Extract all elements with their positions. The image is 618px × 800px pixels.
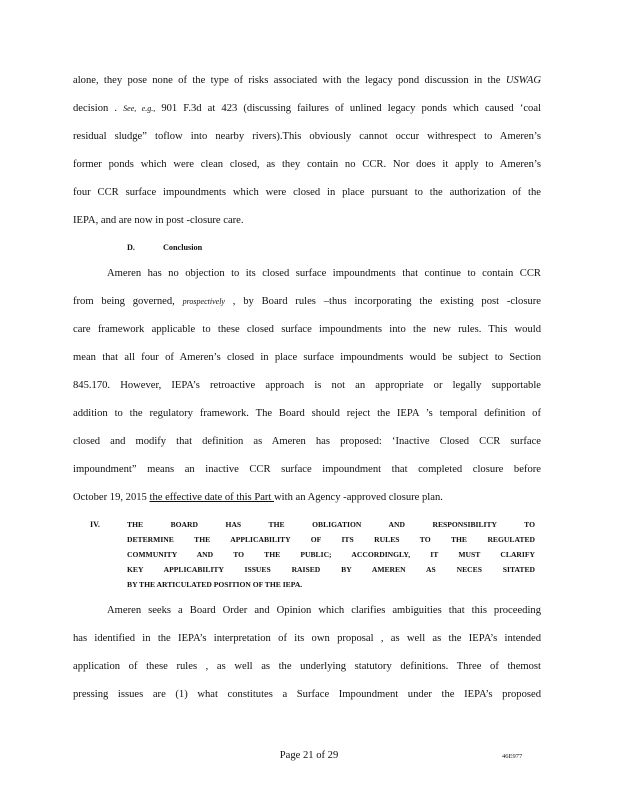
document-id: 46E977 xyxy=(502,753,523,760)
section-heading-line: THE BOARD HAS THE OBLIGATION AND RESPONSIBILITY TO xyxy=(127,520,535,529)
text-run: October 19, 2015 xyxy=(73,492,150,503)
text-run: from being governed, xyxy=(73,296,183,307)
body-line: four CCR surface impoundments which were closed in place pursuant to the authorization of the xyxy=(73,187,541,198)
underlined-insertion: the effective date of this Part xyxy=(149,492,275,503)
section-heading-line: DETERMINE THE APPLICABILITY OF ITS RULES TO THE REGULATED xyxy=(127,535,535,544)
page-number: Page 21 of 29 xyxy=(279,750,339,761)
text-run: decision . xyxy=(73,103,124,114)
body-line: former ponds which were clean closed, as they contain no CCR. Nor does it apply to Ameren’s xyxy=(73,159,541,170)
body-line xyxy=(73,74,541,88)
section-heading-line: KEY APPLICABILITY ISSUES RAISED BY AMEREN AS NECES SITATED xyxy=(127,565,535,574)
text-run: , by Board rules –thus incorporating the existing post -closure xyxy=(224,296,541,307)
section-heading-line: BY THE ARTICULATED POSITION OF THE IEPA. xyxy=(127,580,303,589)
body-line xyxy=(73,102,541,116)
text-run: with an Agency -approved closure plan. xyxy=(274,492,443,503)
citation-signal: See, e.g., xyxy=(123,104,156,113)
body-line: Ameren has no objection to its closed surface impoundments that continue to contain CCR xyxy=(107,268,541,279)
body-line: closed and modify that definition as Ameren has proposed: ‘Inactive Closed CCR surface xyxy=(73,436,541,447)
section-heading-line: COMMUNITY AND TO THE PUBLIC; ACCORDINGLY, IT MUST CLARIFY xyxy=(127,550,535,559)
case-name: USWAG xyxy=(505,75,541,86)
emphasis: prospectively xyxy=(182,297,225,306)
body-line: has identified in the IEPA’s interpretation of its own proposal , as well as the IEPA’s intended xyxy=(73,633,541,644)
body-line: residual sludge” toflow into nearby rivers).This obviously cannot occur withrespect to Ameren’s xyxy=(73,131,541,142)
text-run: 901 F.3d at 423 (discussing failures of unlined legacy ponds which caused ‘coal xyxy=(155,103,541,114)
body-line: impoundment” means an inactive CCR surface impoundment that completed closure before xyxy=(73,464,541,475)
section-letter: D. xyxy=(127,243,135,252)
body-line: pressing issues are (1) what constitutes a Surface Impoundment under the IEPA’s proposed xyxy=(73,689,541,700)
body-line: Ameren seeks a Board Order and Opinion which clarifies ambiguities that this proceeding xyxy=(107,605,541,616)
body-line: addition to the regulatory framework. The Board should reject the IEPA ’s temporal definition of xyxy=(73,408,541,419)
text-run: alone, they pose none of the type of risks associated with the legacy pond discussion in the xyxy=(73,75,506,86)
body-line: care framework applicable to these closed surface impoundments into the new rules. This would xyxy=(73,324,541,335)
body-line xyxy=(73,491,541,505)
body-line: IEPA, and are now in post -closure care. xyxy=(73,215,244,226)
body-line: application of these rules , as well as the underlying statutory definitions. Three of themost xyxy=(73,661,541,672)
body-line xyxy=(73,295,541,309)
body-line: mean that all four of Ameren’s closed in place surface impoundments would be subject to Section xyxy=(73,352,541,363)
section-title: Conclusion xyxy=(163,243,203,252)
body-line: 845.170. However, IEPA’s retroactive approach is not an appropriate or legally supportable xyxy=(73,380,541,391)
section-number: IV. xyxy=(90,520,100,529)
